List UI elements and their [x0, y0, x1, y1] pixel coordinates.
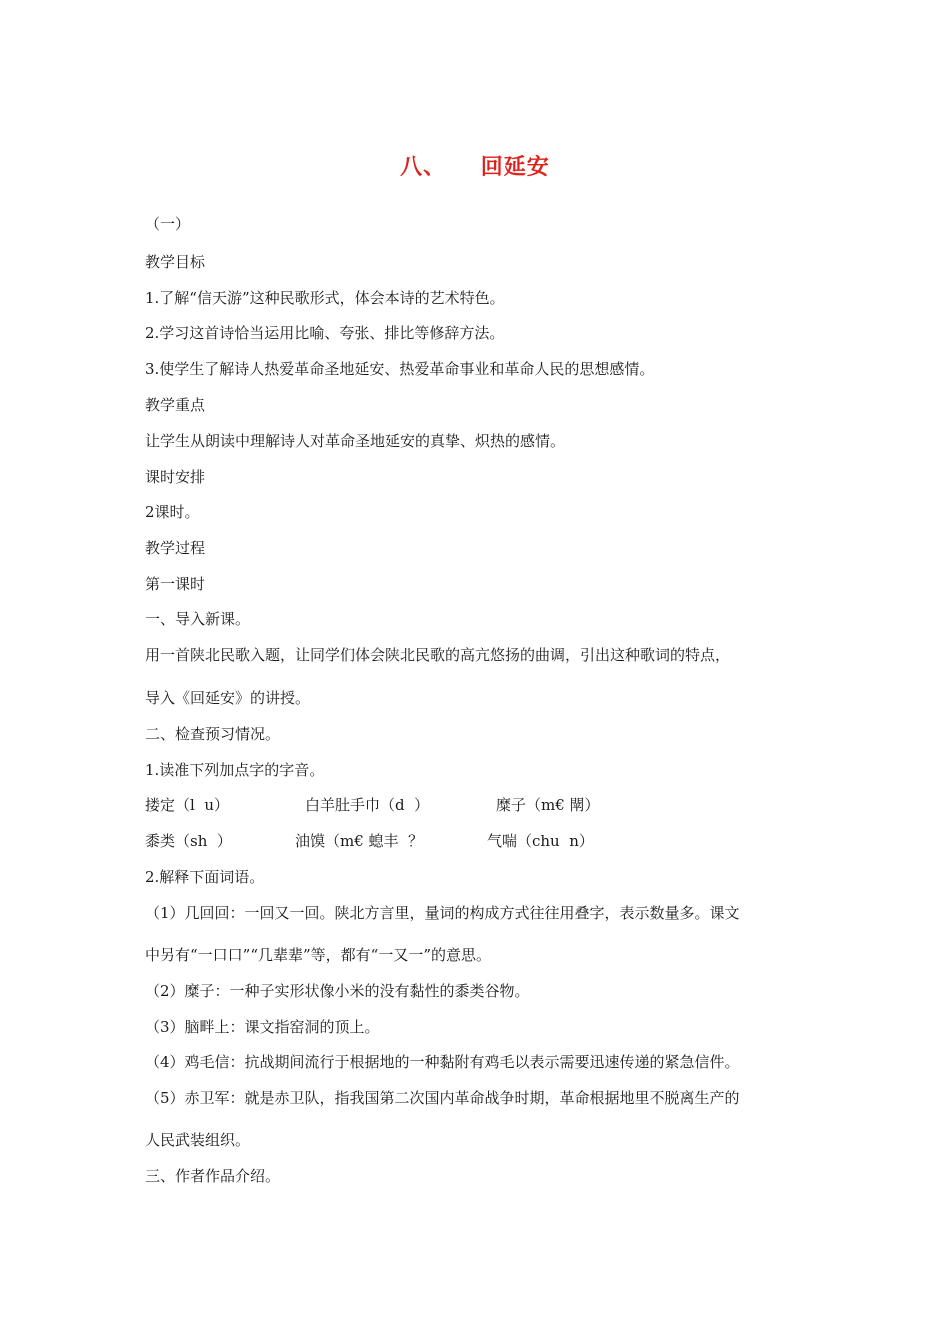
schedule-text: 2课时。: [145, 503, 200, 521]
pinyin-item: 糜子（m€ 閛）: [496, 796, 600, 814]
pronunciation-heading: 1.读准下列加点字的字音。: [145, 761, 325, 779]
step-1-text-cont: 导入《回延安》的讲授。: [145, 689, 311, 707]
heading-process: 教学过程: [145, 539, 206, 557]
step-1-text: 用一首陕北民歌入题，让同学们体会陕北民歌的高亢悠扬的曲调，引出这种歌词的特点，: [145, 646, 731, 664]
step-1-heading: 一、导入新课。: [145, 610, 251, 628]
objective-3: 3.使学生了解诗人热爱革命圣地延安、热爱革命事业和革命人民的思想感情。: [145, 360, 655, 378]
section-marker: （一）: [145, 215, 191, 233]
step-3-heading: 三、作者作品介绍。: [145, 1167, 281, 1185]
pinyin-item: 黍类（sh ）: [145, 832, 232, 850]
vocab-item-4: （4）鸡毛信：抗战期间流行于根据地的一种黏附有鸡毛以表示需要迅速传递的紧急信件。: [145, 1053, 740, 1071]
objective-1: 1.了解“信天游”这种民歌形式，体会本诗的艺术特色。: [145, 289, 505, 307]
heading-schedule: 课时安排: [145, 468, 206, 486]
vocab-item-5: （5）赤卫军：就是赤卫队，指我国第二次国内革命战争时期，革命根据地里不脱离生产的: [145, 1089, 740, 1107]
vocab-item-2: （2）糜子：一种子实形状像小米的没有黏性的黍类谷物。: [145, 982, 530, 1000]
pinyin-item: 白羊肚手巾（d ）: [305, 796, 430, 814]
heading-objectives: 教学目标: [145, 253, 206, 271]
pinyin-item: 油馍（m€ 螅丰 ？: [295, 832, 424, 850]
vocab-item-1-cont: 中另有“一口口”“几辈辈”等，都有“一又一”的意思。: [145, 946, 492, 964]
vocab-item-5-cont: 人民武装组织。: [145, 1131, 251, 1149]
step-2-heading: 二、检查预习情况。: [145, 725, 281, 743]
objective-2: 2.学习这首诗恰当运用比喻、夸张、排比等修辞方法。: [145, 324, 505, 342]
vocab-item-1: （1）几回回：一回又一回。陕北方言里，量词的构成方式往往用叠字，表示数量多。课文: [145, 904, 740, 922]
heading-key-points: 教学重点: [145, 396, 206, 414]
vocab-item-3: （3）脑畔上：课文指窑洞的顶上。: [145, 1018, 380, 1036]
pinyin-item: 气喘（chu n）: [487, 832, 594, 850]
pinyin-item: 搂定（l u）: [145, 796, 229, 814]
page-title: 八、 回延安: [400, 155, 550, 180]
lesson-one-heading: 第一课时: [145, 575, 206, 593]
vocab-heading: 2.解释下面词语。: [145, 868, 265, 886]
key-point-text: 让学生从朗读中理解诗人对革命圣地延安的真挚、炽热的感情。: [145, 432, 566, 450]
